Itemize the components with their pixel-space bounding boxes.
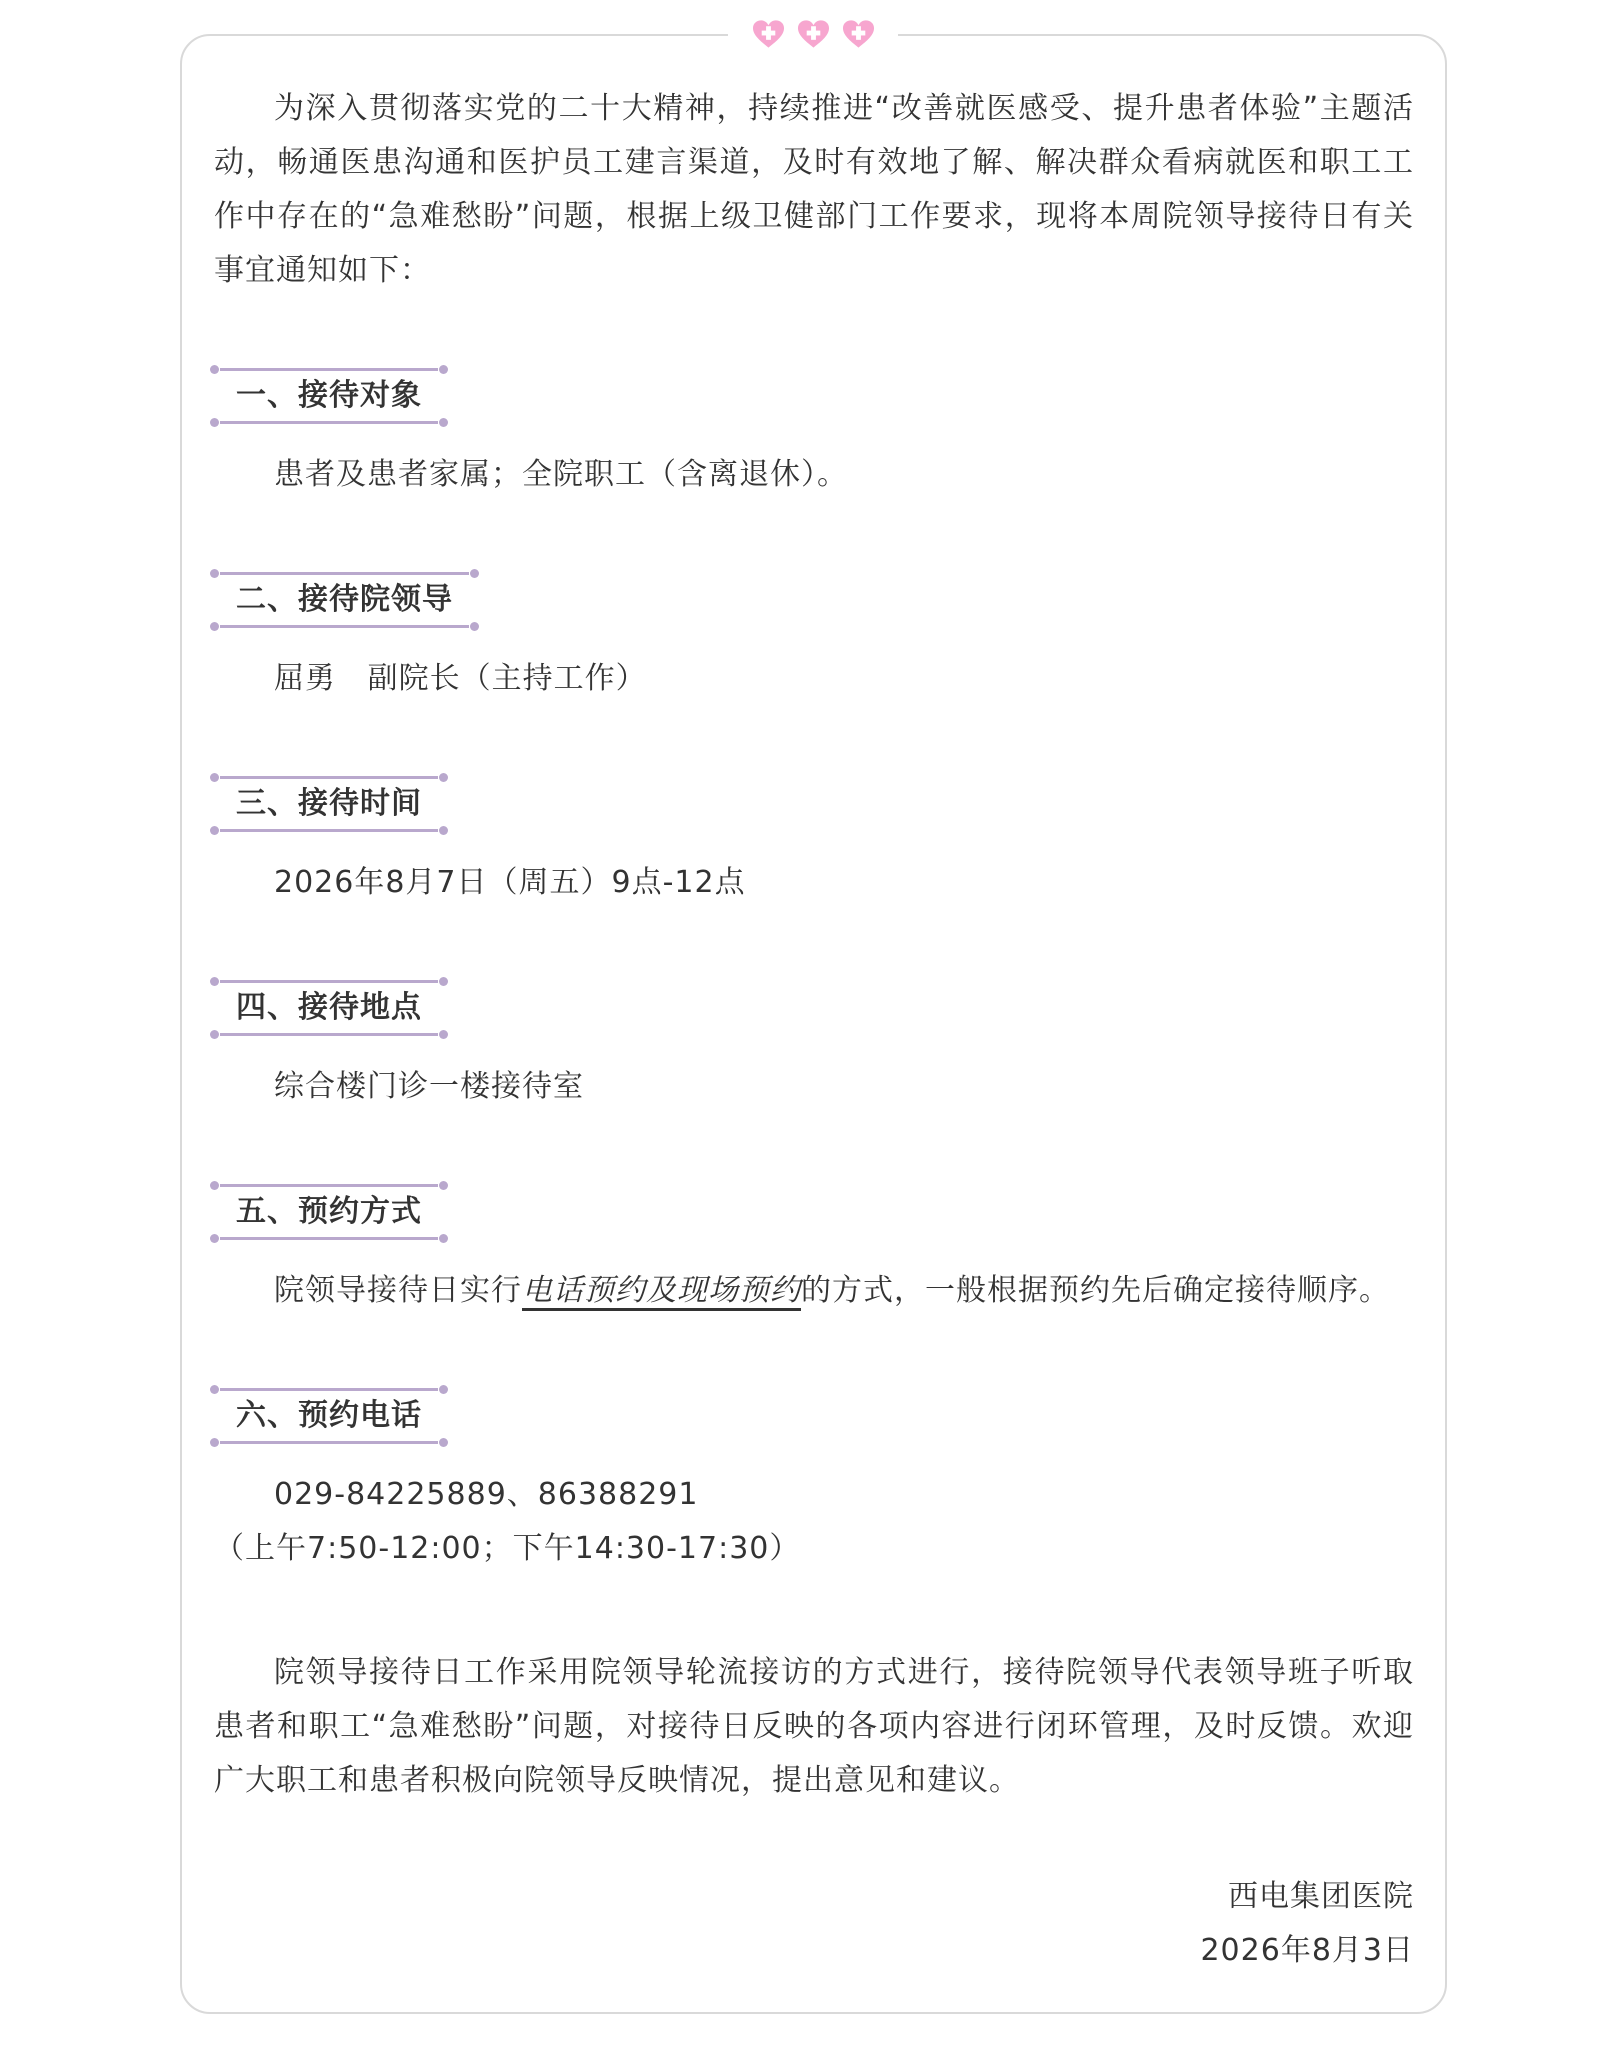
- section-header: [214, 980, 444, 1036]
- section-reception-leader: [214, 502, 1414, 706]
- section-body: 患者及患者家属；全院职工（含离退休）。: [274, 457, 848, 492]
- section-booking-method: [214, 1114, 1414, 1318]
- signature-date: 2026年8月3日: [1200, 1933, 1414, 1968]
- intro-paragraph: 为深入贯彻落实党的二十大精神，持续推进“改善就医感受、提升患者体验”主题活动，畅通医患沟通和医护员工建言渠道，及时有效地了解、解决群众看病就医和职工工作中存在的“急难愁盼”问题，根据上级卫健部门工作要求，现将本周院领导接待日有关事宜通知如下：: [214, 91, 1414, 288]
- section-body: 屈勇 副院长（主持工作）: [274, 661, 647, 696]
- body-text: 院领导接待日实行: [274, 1273, 522, 1308]
- heart-cross-icon: [752, 19, 785, 49]
- section-title: 二、接待院领导: [236, 582, 453, 617]
- section-reception-location: [214, 910, 1414, 1114]
- closing-paragraph: 院领导接待日工作采用院领导轮流接访的方式进行，接待院领导代表领导班子听取患者和职工“急难愁盼”问题，对接待日反映的各项内容进行闭环管理，及时反馈。欢迎广大职工和患者积极向院领导反映情况，提出意见和建议。: [214, 1655, 1414, 1798]
- signature-org: 西电集团医院: [1228, 1879, 1414, 1914]
- section-title: 六、预约电话: [236, 1398, 422, 1433]
- section-title: 一、接待对象: [236, 378, 422, 413]
- phone-hours: （上午7:50-12:00；下午14:30-17:30）: [214, 1531, 801, 1566]
- section-booking-phone: [214, 1318, 1414, 1576]
- section-reception-time: [214, 706, 1414, 910]
- section-body: 2026年8月7日（周五）9点-12点: [274, 865, 746, 900]
- heart-cross-icon: [797, 19, 830, 49]
- section-body: [214, 1468, 1414, 1576]
- section-header: [214, 572, 475, 628]
- section-header: [214, 368, 444, 424]
- section-header: [214, 1184, 444, 1240]
- section-header: [214, 776, 444, 832]
- section-body: 综合楼门诊一楼接待室: [274, 1069, 584, 1104]
- heart-cross-icon: [842, 19, 875, 49]
- section-title: 三、接待时间: [236, 786, 422, 821]
- body-text: 的方式，一般根据预约先后确定接待顺序。: [801, 1273, 1390, 1308]
- section-body: [214, 1264, 1414, 1318]
- section-reception-target: [214, 298, 1414, 502]
- notice-content: [214, 82, 1414, 1978]
- signature: [214, 1870, 1414, 1978]
- emphasized-text: 电话预约及现场预约: [522, 1273, 801, 1308]
- phone-numbers: 029-84225889、86388291: [274, 1477, 699, 1512]
- heart-decoration: [728, 12, 898, 56]
- section-title: 四、接待地点: [236, 990, 422, 1025]
- section-title: 五、预约方式: [236, 1194, 422, 1229]
- section-header: [214, 1388, 444, 1444]
